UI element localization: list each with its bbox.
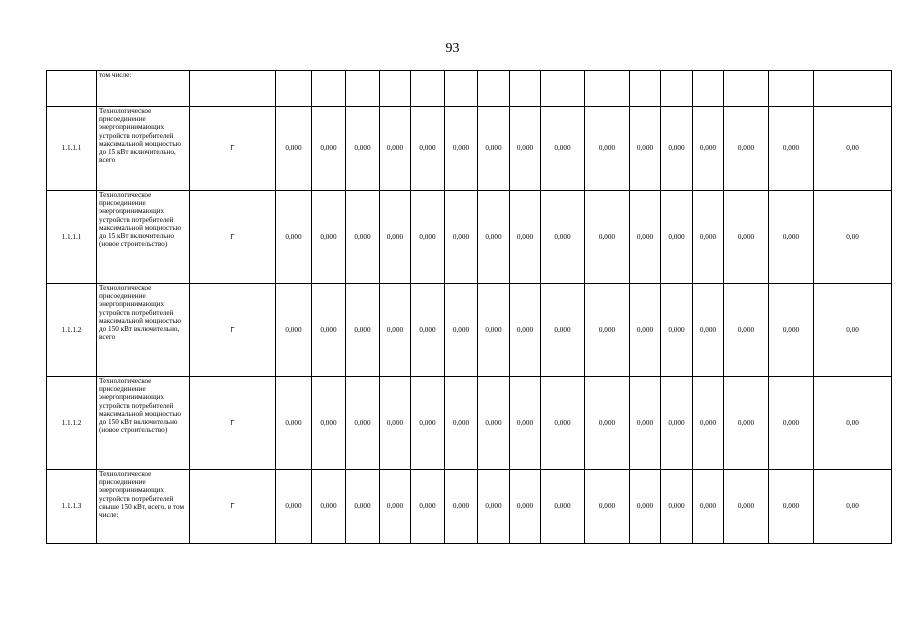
- value-cell: 0,000: [380, 191, 411, 284]
- value-cell: 0,000: [769, 470, 814, 544]
- value-cell: 0,000: [585, 284, 630, 377]
- table-row: [47, 377, 892, 470]
- value-cell: 0,000: [510, 470, 541, 544]
- value-cell: 0,000: [380, 377, 411, 470]
- value-cell: 0,000: [630, 107, 661, 191]
- value-cell: [541, 71, 585, 107]
- row-name: Технологическое присоединение энергопринимающих устройств потребителей максимальной мощностью до 15 кВт включительно (новое строительство): [97, 191, 190, 284]
- row-name: Технологическое присоединение энергопринимающих устройств потребителей максимальной мощностью до 150 кВт включительно, всего: [97, 284, 190, 377]
- value-cell: 0,000: [346, 470, 380, 544]
- value-cell: 0,000: [510, 107, 541, 191]
- value-cell: 0,000: [411, 284, 445, 377]
- value-cell: 0,000: [478, 377, 510, 470]
- value-cell: 0,000: [693, 107, 724, 191]
- value-cell: 0,000: [276, 377, 312, 470]
- value-cell: 0,000: [445, 284, 478, 377]
- row-number: 1.1.1.1: [47, 191, 97, 284]
- value-cell: 0,000: [585, 191, 630, 284]
- value-cell: 0,000: [661, 284, 693, 377]
- value-cell: 0,000: [276, 107, 312, 191]
- row-number: 1.1.1.3: [47, 470, 97, 544]
- page-number: 93: [445, 41, 460, 56]
- table-row: [47, 71, 892, 107]
- value-cell: 0,000: [411, 470, 445, 544]
- value-cell: 0,000: [769, 377, 814, 470]
- value-cell: 0,000: [661, 470, 693, 544]
- value-cell: 0,000: [630, 191, 661, 284]
- value-cell: 0,000: [510, 284, 541, 377]
- value-cell: [346, 71, 380, 107]
- value-cell: 0,00: [814, 107, 892, 191]
- row-number: 1.1.1.2: [47, 284, 97, 377]
- value-cell: 0,000: [380, 107, 411, 191]
- value-cell: 0,000: [312, 284, 346, 377]
- value-cell: [585, 71, 630, 107]
- value-cell: 0,000: [769, 191, 814, 284]
- value-cell: 0,000: [724, 107, 769, 191]
- value-cell: 0,000: [541, 191, 585, 284]
- value-cell: 0,000: [585, 470, 630, 544]
- value-cell: 0,000: [276, 470, 312, 544]
- value-cell: [661, 71, 693, 107]
- data-table: [46, 70, 892, 544]
- table-row: [47, 107, 892, 191]
- value-cell: 0,000: [346, 377, 380, 470]
- value-cell: 0,000: [276, 284, 312, 377]
- table-row: [47, 470, 892, 544]
- row-number: [47, 71, 97, 107]
- value-cell: 0,000: [769, 284, 814, 377]
- value-cell: 0,000: [541, 107, 585, 191]
- row-name: Технологическое присоединение энергопринимающих устройств потребителей максимальной мощностью до 15 кВт включительно, всего: [97, 107, 190, 191]
- value-cell: 0,000: [585, 107, 630, 191]
- value-cell: 0,000: [541, 470, 585, 544]
- value-cell: [510, 71, 541, 107]
- row-number: 1.1.1.1: [47, 107, 97, 191]
- value-cell: 0,000: [445, 470, 478, 544]
- value-cell: 0,000: [510, 191, 541, 284]
- value-cell: [478, 71, 510, 107]
- value-cell: 0,00: [814, 470, 892, 544]
- value-cell: 0,000: [346, 107, 380, 191]
- value-cell: 0,000: [693, 470, 724, 544]
- value-cell: 0,000: [411, 107, 445, 191]
- value-cell: 0,000: [346, 284, 380, 377]
- value-cell: 0,000: [312, 377, 346, 470]
- value-cell: [411, 71, 445, 107]
- value-cell: [630, 71, 661, 107]
- table-row: [47, 191, 892, 284]
- value-cell: 0,000: [478, 107, 510, 191]
- value-cell: [445, 71, 478, 107]
- value-cell: 0,000: [661, 377, 693, 470]
- value-cell: 0,000: [693, 377, 724, 470]
- row-name: том числе:: [97, 71, 190, 107]
- value-cell: 0,000: [585, 377, 630, 470]
- value-cell: 0,000: [724, 377, 769, 470]
- value-cell: 0,000: [478, 470, 510, 544]
- value-cell: 0,00: [814, 191, 892, 284]
- value-cell: [769, 71, 814, 107]
- value-cell: [380, 71, 411, 107]
- value-cell: 0,000: [346, 191, 380, 284]
- row-unit: Г: [190, 107, 276, 191]
- value-cell: 0,000: [630, 470, 661, 544]
- value-cell: 0,000: [312, 107, 346, 191]
- value-cell: [276, 71, 312, 107]
- value-cell: 0,000: [312, 470, 346, 544]
- value-cell: 0,000: [630, 284, 661, 377]
- value-cell: [693, 71, 724, 107]
- value-cell: 0,000: [445, 107, 478, 191]
- row-name: Технологическое присоединение энергопринимающих устройств потребителей максимальной мощностью до 150 кВт включительно (новое строительство): [97, 377, 190, 470]
- row-unit: Г: [190, 191, 276, 284]
- value-cell: 0,000: [312, 191, 346, 284]
- value-cell: 0,000: [693, 191, 724, 284]
- row-unit: Г: [190, 377, 276, 470]
- value-cell: 0,000: [661, 191, 693, 284]
- value-cell: 0,000: [769, 107, 814, 191]
- value-cell: 0,000: [276, 191, 312, 284]
- value-cell: 0,000: [661, 107, 693, 191]
- value-cell: [814, 71, 892, 107]
- value-cell: 0,000: [541, 284, 585, 377]
- value-cell: 0,000: [724, 191, 769, 284]
- value-cell: 0,000: [445, 377, 478, 470]
- value-cell: 0,000: [724, 284, 769, 377]
- row-unit: [190, 71, 276, 107]
- value-cell: 0,000: [724, 470, 769, 544]
- row-unit: Г: [190, 284, 276, 377]
- value-cell: 0,000: [445, 191, 478, 284]
- value-cell: 0,000: [478, 191, 510, 284]
- value-cell: 0,000: [630, 377, 661, 470]
- value-cell: [312, 71, 346, 107]
- value-cell: 0,000: [380, 284, 411, 377]
- value-cell: 0,000: [541, 377, 585, 470]
- value-cell: 0,000: [411, 377, 445, 470]
- value-cell: [724, 71, 769, 107]
- value-cell: 0,00: [814, 284, 892, 377]
- value-cell: 0,000: [510, 377, 541, 470]
- table-row: [47, 284, 892, 377]
- row-number: 1.1.1.2: [47, 377, 97, 470]
- value-cell: 0,000: [693, 284, 724, 377]
- value-cell: 0,00: [814, 377, 892, 470]
- row-unit: Г: [190, 470, 276, 544]
- value-cell: 0,000: [478, 284, 510, 377]
- value-cell: 0,000: [411, 191, 445, 284]
- value-cell: 0,000: [380, 470, 411, 544]
- row-name: Технологическое присоединение энергопринимающих устройств потребителей свыше 150 кВт, всего, в том числе:: [97, 470, 190, 544]
